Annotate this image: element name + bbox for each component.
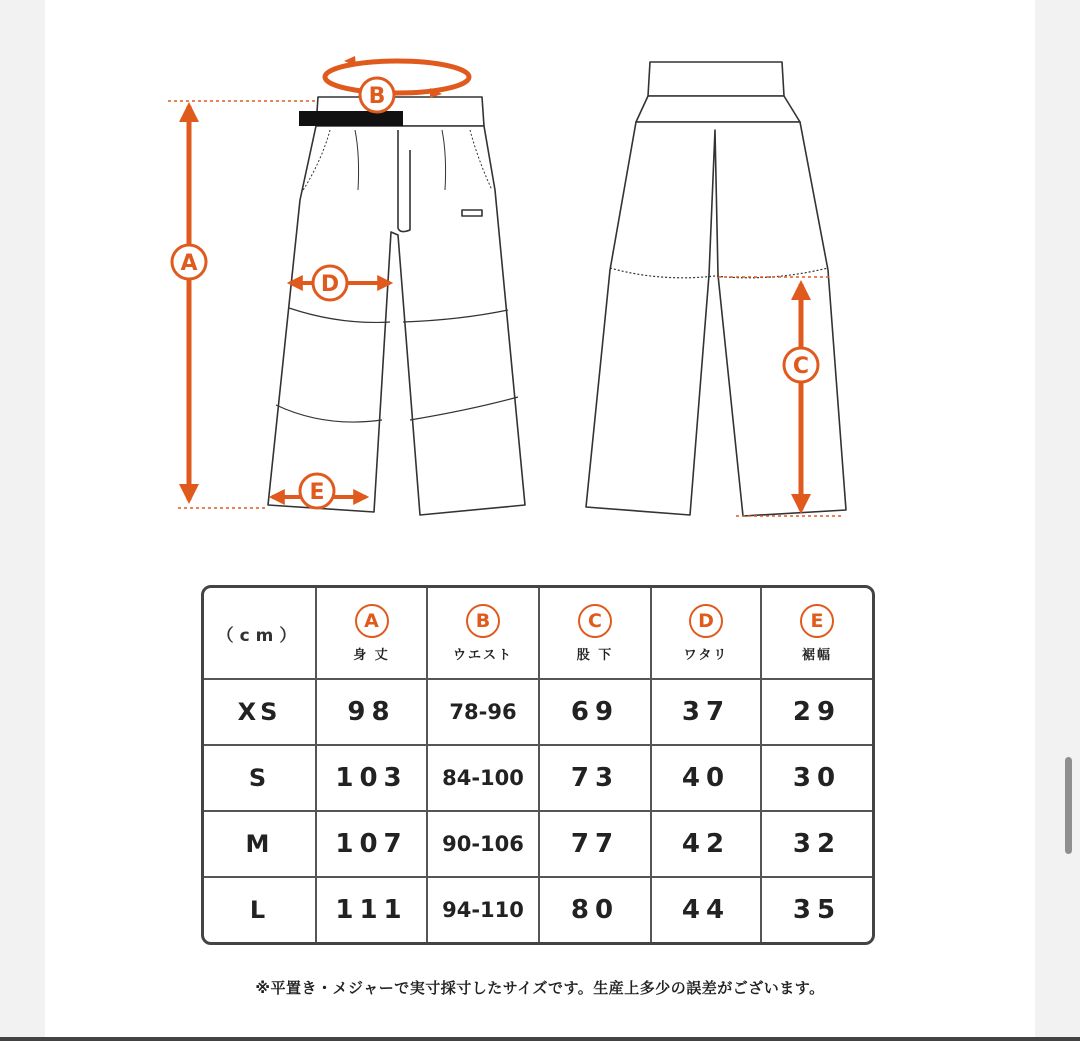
marker-e-badge: E: [800, 604, 834, 638]
value-cell: 111: [317, 878, 428, 942]
value-cell: 32: [762, 812, 872, 878]
table-row: [204, 680, 872, 746]
value-cell: 94-110: [428, 878, 540, 942]
back-pants-illustration: [586, 62, 846, 516]
value-cell: 35: [792, 895, 842, 925]
size-label: XS: [204, 680, 317, 746]
marker-d-badge: D: [689, 604, 723, 638]
marker-c-badge: C: [578, 604, 612, 638]
value-cell: 90-106: [428, 812, 540, 878]
unit-label: （cm）: [216, 625, 303, 646]
scrollbar-thumb[interactable]: [1065, 757, 1072, 854]
value-cell: 37: [652, 680, 762, 746]
marker-a-badge: A: [355, 604, 389, 638]
value-cell: 107: [317, 812, 428, 878]
value-cell: 80: [540, 878, 652, 942]
table-row: [204, 746, 872, 812]
svg-text:E: E: [309, 480, 325, 505]
size-table: [201, 585, 875, 945]
value-cell: 44: [652, 878, 762, 942]
value-cell: 77: [540, 812, 652, 878]
front-pants-illustration: [268, 97, 525, 515]
column-name: ワタリ: [683, 647, 729, 663]
size-label: S: [204, 746, 317, 812]
value-cell: 69: [540, 680, 652, 746]
unit-cell: [204, 588, 317, 680]
value-cell: 103: [317, 746, 428, 812]
footnote: ※平置き・メジャーで実寸採寸したサイズです。生産上多少の誤差がございます。: [255, 979, 825, 997]
column-name: 裾幅: [801, 647, 832, 663]
size-label: M: [204, 812, 317, 878]
column-header: [652, 588, 762, 680]
value-cell: 42: [652, 812, 762, 878]
bottom-divider: [0, 1037, 1080, 1041]
value-cell: 30: [762, 746, 872, 812]
table-row: [204, 812, 872, 878]
svg-text:C: C: [792, 354, 810, 379]
table-header-row: [204, 588, 872, 680]
size-label: L: [204, 878, 317, 942]
column-header: [428, 588, 540, 680]
svg-text:A: A: [180, 251, 198, 276]
value-cell: 29: [762, 680, 872, 746]
belt: [299, 111, 403, 126]
table-row: [204, 878, 872, 942]
column-header: [317, 588, 428, 680]
column-name: 股 下: [576, 647, 614, 663]
value-cell: 73: [540, 746, 652, 812]
value-cell: 98: [317, 680, 428, 746]
column-name: 身 丈: [353, 647, 390, 663]
svg-text:B: B: [368, 84, 386, 109]
value-cell: 78-96: [428, 680, 540, 746]
value-cell: 40: [652, 746, 762, 812]
svg-text:D: D: [320, 272, 340, 297]
column-header: [540, 588, 652, 680]
column-name: ウエスト: [452, 647, 513, 663]
column-header: [762, 588, 872, 680]
value-cell: 84-100: [428, 746, 540, 812]
marker-b-badge: B: [466, 604, 500, 638]
